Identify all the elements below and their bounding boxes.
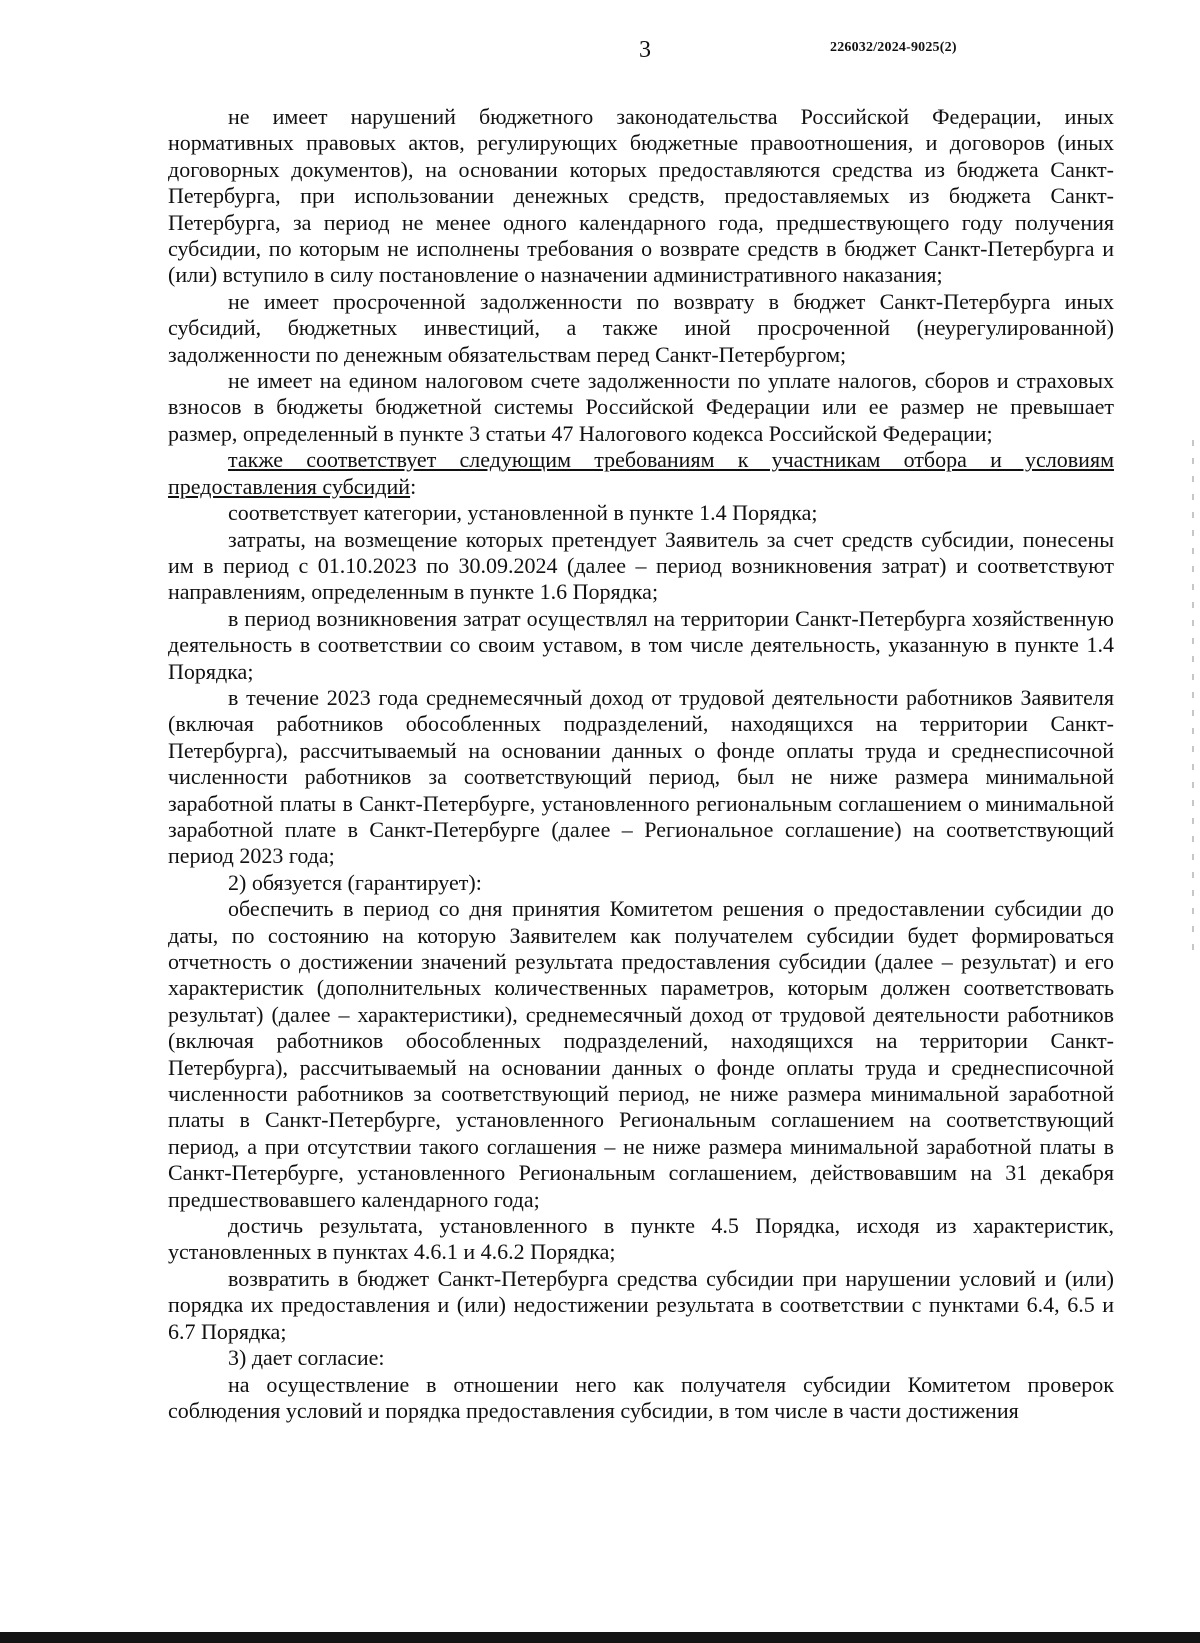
document-registration-number: 226032/2024-9025(2): [830, 40, 957, 55]
paragraph-text: затраты, на возмещение которых претендует Заявитель за счет средств субсидии, понесены им в период с 01.10.2023 по 30.09.2024 (далее – период возникновения затрат) и соответствуют направлениям, определенным в пункте 1.6 Порядка;: [168, 526, 1114, 605]
paragraph-text: :: [410, 473, 417, 499]
paragraph-text: достичь результата, установленного в пункте 4.5 Порядка, исходя из характеристик, установленных в пунктах 4.6.1 и 4.6.2 Порядка;: [168, 1213, 1114, 1265]
paragraph-no-tax-debt: [168, 368, 1114, 447]
scan-bottom-border: [0, 1632, 1200, 1643]
paragraph-no-overdue-debt: [168, 289, 1114, 368]
paragraph-ensure-income: [168, 896, 1114, 1213]
paragraph-text: на осуществление в отношении него как получателя субсидии Комитетом проверок соблюдения условий и порядка предоставления субсидии, в том числе в части достижения: [168, 1371, 1114, 1423]
paragraph-economic-activity: [168, 606, 1114, 685]
paragraph-return-funds: [168, 1266, 1114, 1345]
document-body: [168, 104, 1114, 1424]
underlined-heading: также соответствует следующим требованиям к участникам отбора и условиям предоставления субсидий: [168, 447, 1114, 499]
scan-edge-artifact: [1192, 440, 1194, 960]
paragraph-text: обеспечить в период со дня принятия Комитетом решения о предоставлении субсидии до даты, по состоянию на которую Заявителем как получателем субсидии будет формироваться отчетность о достижении значений результата предоставления субсидии (далее – результат) и его характеристик (дополнительных количественных параметров, которым должен соответствовать результат) (далее – характеристики), среднемесячный доход от трудовой деятельности работников (включая работников обособленных подразделений, находящихся на территории Санкт-Петербурга), рассчитываемый на основании данных о фонде оплаты труда и среднесписочной численности работников за соответствующий период, не ниже размера минимальной заработной платы в Санкт-Петербурге, установленного Региональным соглашением на соответствующий период, а при отсутствии такого соглашения – не ниже размера минимальной заработной платы в Санкт-Петербурге, установленного Региональным соглашением, действовавшим на 31 декабря предшествовавшего календарного года;: [168, 896, 1114, 1212]
paragraph-achieve-result: [168, 1213, 1114, 1266]
paragraph-text: не имеет нарушений бюджетного законодательства Российской Федерации, иных нормативных правовых актов, регулирующих бюджетные правоотношения, и договоров (иных договорных документов), на основании которых предоставляются средства из бюджета Санкт-Петербурга, при использовании денежных средств, предоставляемых из бюджета Санкт-Петербурга, за период не менее одного календарного года, предшествующего году получения субсидии, по которым не исполнены требования о возврате средств в бюджет Санкт-Петербурга и (или) вступило в силу постановление о назначении административного наказания;: [168, 104, 1114, 288]
paragraph-section-2-heading: [168, 870, 1114, 896]
paragraph-text: 2) обязуется (гарантирует):: [228, 869, 482, 895]
paragraph-costs-period: [168, 527, 1114, 606]
paragraph-text: 3) дает согласие:: [228, 1345, 385, 1371]
paragraph-text: в период возникновения затрат осуществлял на территории Санкт-Петербурга хозяйственную деятельность в соответствии со своим уставом, в том числе деятельность, указанную в пункте 1.4 Порядка;: [168, 605, 1114, 684]
paragraph-text: возвратить в бюджет Санкт-Петербурга средства субсидии при нарушении условий и (или) порядка их предоставления и (или) недостижении результата в соответствии с пунктами 6.4, 6.5 и 6.7 Порядка;: [168, 1265, 1114, 1344]
paragraph-text: соответствует категории, установленной в пункте 1.4 Порядка;: [228, 500, 818, 526]
paragraph-no-budget-violations: [168, 104, 1114, 289]
page-number: 3: [639, 37, 651, 63]
paragraph-section-3-heading: [168, 1345, 1114, 1371]
paragraph-text: не имеет просроченной задолженности по возврату в бюджет Санкт-Петербурга иных субсидий, бюджетных инвестиций, а также иной просроченной (неурегулированной) задолженности по денежным обязательствам перед Санкт-Петербургом;: [168, 288, 1114, 367]
paragraph-average-income-2023: [168, 685, 1114, 870]
paragraph-consent-inspections: [168, 1372, 1114, 1425]
paragraph-text: не имеет на едином налоговом счете задолженности по уплате налогов, сборов и страховых взносов в бюджеты бюджетной системы Российской Федерации или ее размер не превышает размер, определенный в пункте 3 статьи 47 Налогового кодекса Российской Федерации;: [168, 368, 1114, 446]
paragraph-requirements-heading: [168, 447, 1114, 500]
paragraph-category: [168, 500, 1114, 526]
paragraph-text: в течение 2023 года среднемесячный доход от трудовой деятельности работников Заявителя (включая работников обособленных подразделений, находящихся на территории Санкт-Петербурга), рассчитываемый на основании данных о фонде оплаты труда и среднесписочной численности работников за соответствующий период, был не ниже размера минимальной заработной платы в Санкт-Петербурге, установленного региональным соглашением о минимальной заработной плате в Санкт-Петербурге (далее – Региональное соглашение) на соответствующий период 2023 года;: [168, 684, 1114, 869]
